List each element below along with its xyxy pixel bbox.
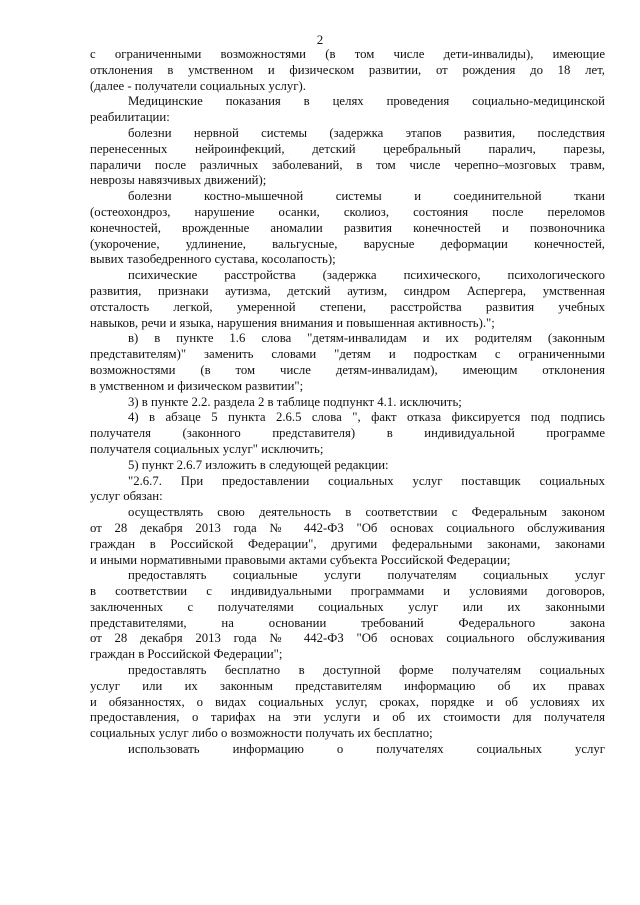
text-line: от 28 декабря 2013 года № 442-ФЗ "Об основах социального обслуживания — [90, 520, 605, 535]
text-line: услуг или их законным представителям информацию об их правах — [90, 678, 605, 693]
text-line: (далее - получатели социальных услуг). — [90, 78, 306, 93]
text-line: развития, признаки аутизма, детский аутизм, синдром Аспергера, умственная — [90, 283, 605, 298]
text-line: заключенных с получателями социальных услуг или их законными — [90, 599, 605, 614]
text-line: болезни костно-мышечной системы и соединительной ткани — [128, 189, 605, 204]
text-line: отклонения в умственном и физическом развитии, от рождения до 18 лет, — [90, 62, 605, 77]
text-line: получателя социальных услуг" исключить; — [90, 441, 324, 456]
text-line: представителями, на основании требований Федерального закона — [90, 615, 605, 630]
page-number: 2 — [316, 32, 324, 47]
text-line: Медицинские показания в целях проведения социально-медицинской — [128, 94, 605, 109]
text-line: граждан в Российской Федерации"; — [90, 647, 283, 662]
text-line: социальных услуг либо о возможности получать их бесплатно; — [90, 726, 433, 741]
text-line: предоставлять социальные услуги получателям социальных услуг — [128, 568, 605, 583]
text-line: (укорочение, удлинение, вальгусные, варусные деформации конечностей, — [90, 236, 605, 251]
text-line: услуг обязан: — [90, 489, 163, 504]
text-line: получателя (законного представителя) в индивидуальной программе — [90, 426, 605, 441]
text-line: использовать информацию о получателях социальных услуг — [128, 742, 605, 757]
text-line: 4) в абзаце 5 пункта 2.6.5 слова ", факт отказа фиксируется под подпись — [128, 410, 605, 425]
text-line: навыков, речи и языка, нарушения внимания и повышенная активность)."; — [90, 315, 495, 330]
text-line: конечностей, врожденные аномалии развития конечностей и позвоночника — [90, 220, 605, 235]
text-line: параличи после различных заболеваний, в том числе черепно–мозговых травм, — [90, 157, 605, 172]
text-line: "2.6.7. При предоставлении социальных услуг поставщик социальных — [128, 473, 605, 488]
text-line: психические расстройства (задержка психического, психологического — [128, 268, 605, 283]
text-line: и иными нормативными правовыми актами субъекта Российской Федерации; — [90, 552, 511, 567]
text-line: неврозы навязчивых движений); — [90, 173, 267, 188]
document-body — [90, 47, 605, 758]
text-line: (остеохондроз, нарушение осанки, сколиоз, состояния после переломов — [90, 204, 605, 219]
text-line: представителям)" заменить словами "детям и подросткам с ограниченными — [90, 347, 605, 362]
text-line: предоставления, о тарифах на эти услуги и об их стоимости для получателя — [90, 710, 605, 725]
text-line: перенесенных нейроинфекций, детский церебральный паралич, парезы, — [90, 141, 605, 156]
text-line: 3) в пункте 2.2. раздела 2 в таблице подпункт 4.1. исключить; — [128, 394, 462, 409]
text-line: отсталость легкой, умеренной степени, расстройства развития учебных — [90, 299, 605, 314]
text-line: вывих тазобедренного сустава, косолапость); — [90, 252, 336, 267]
text-line: реабилитации: — [90, 110, 170, 125]
text-line: граждан в Российской Федерации", другими федеральными законами, законами — [90, 536, 605, 551]
text-line: 5) пункт 2.6.7 изложить в следующей редакции: — [128, 457, 389, 472]
text-line: возможностями (в том числе детям-инвалидам), имеющим отклонения — [90, 362, 605, 377]
text-line: и обязанностях, о видах социальных услуг, сроках, порядке и об условиях их — [90, 694, 605, 709]
text-line: осуществлять свою деятельность в соответствии с Федеральным законом — [128, 505, 605, 520]
text-line: в) в пункте 1.6 слова "детям-инвалидам и их родителям (законным — [128, 331, 605, 346]
text-line: в умственном и физическом развитии"; — [90, 378, 304, 393]
text-line: в соответствии с индивидуальными программами и условиями договоров, — [90, 584, 605, 599]
text-line: предоставлять бесплатно в доступной форме получателям социальных — [128, 663, 605, 678]
text-line: от 28 декабря 2013 года № 442-ФЗ "Об основах социального обслуживания — [90, 631, 605, 646]
text-line: с ограниченными возможностями (в том числе дети-инвалиды), имеющие — [90, 47, 605, 61]
text-line: болезни нервной системы (задержка этапов развития, последствия — [128, 125, 605, 140]
